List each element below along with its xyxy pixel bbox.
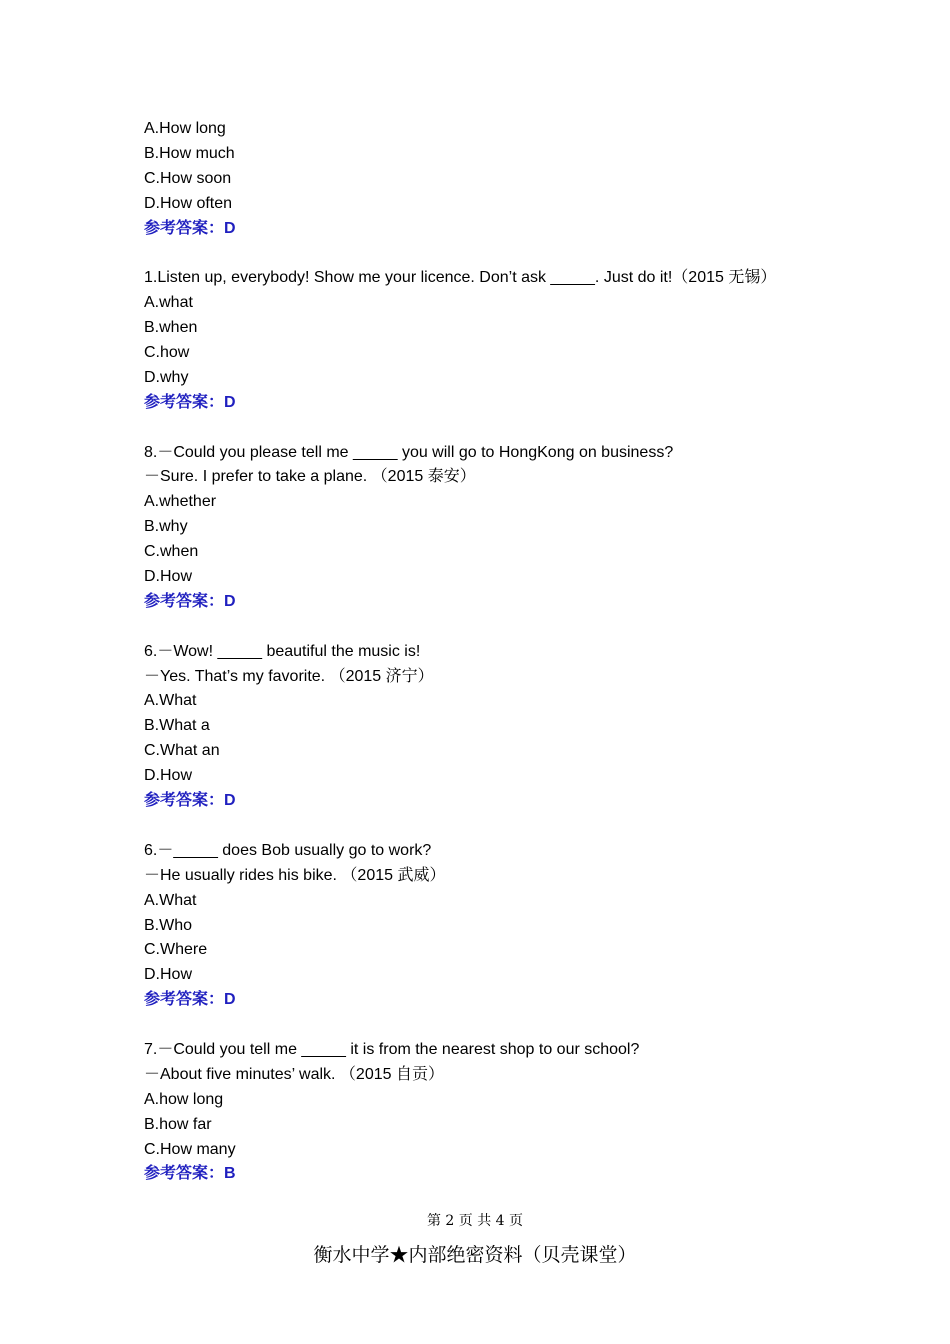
option-b: B.why	[144, 518, 188, 536]
option-b: B.How much	[144, 144, 235, 162]
option-b: B.when	[144, 319, 198, 337]
option-a: A.whether	[144, 493, 217, 511]
reference-answer: 参考答案：D	[144, 792, 236, 810]
option-c: C.how	[144, 344, 190, 362]
question-stem: 6.－Wow! _____ beautiful the music is!	[144, 642, 421, 660]
question-response: －About five minutes’ walk. （2015 自贡）	[144, 1065, 444, 1083]
option-c: C.How many	[144, 1140, 236, 1158]
question-block-4	[144, 839, 864, 1013]
question-response: －He usually rides his bike. （2015 武威）	[144, 866, 446, 884]
reference-answer: 参考答案：D	[144, 991, 236, 1009]
option-b: B.Who	[144, 916, 193, 934]
question-stem: 6.－_____ does Bob usually go to work?	[144, 841, 432, 859]
option-d: D.How often	[144, 194, 233, 212]
question-list	[144, 117, 864, 1212]
option-c: C.How soon	[144, 169, 232, 187]
option-a: A.How long	[144, 120, 226, 137]
question-block-3	[144, 640, 864, 814]
option-a: A.how long	[144, 1090, 224, 1108]
question-stem: 7.－Could you tell me _____ it is from the nearest shop to our school?	[144, 1040, 640, 1058]
option-d: D.How	[144, 568, 193, 586]
footer-title: 衡水中学★内部绝密资料（贝壳课堂）	[313, 1244, 637, 1266]
question-response: －Yes. That’s my favorite. （2015 济宁）	[144, 667, 434, 685]
option-a: A.What	[144, 891, 197, 909]
option-d: D.why	[144, 368, 189, 386]
option-b: B.What a	[144, 717, 210, 735]
page-number: 第 2 页 共 4 页	[426, 1213, 524, 1229]
question-block-1	[144, 266, 864, 415]
question-response: －Sure. I prefer to take a plane. （2015 泰安）	[144, 468, 476, 486]
option-a: A.What	[144, 692, 197, 710]
option-c: C.when	[144, 543, 199, 561]
reference-answer: 参考答案：B	[144, 1165, 236, 1183]
question-block-2	[144, 441, 864, 615]
option-b: B.how far	[144, 1115, 212, 1133]
option-d: D.How	[144, 966, 193, 984]
option-c: C.What an	[144, 742, 220, 760]
question-block-5	[144, 1038, 864, 1187]
option-a: A.what	[144, 294, 193, 312]
question-block-0	[144, 117, 864, 241]
reference-answer: 参考答案：D	[144, 219, 236, 237]
question-stem: 8.－Could you please tell me _____ you will go to HongKong on business?	[144, 443, 674, 461]
reference-answer: 参考答案：D	[144, 592, 236, 610]
question-stem: 1.Listen up, everybody! Show me your licence. Don’t ask _____. Just do it!（2015 无锡）	[144, 269, 777, 287]
reference-answer: 参考答案：D	[144, 393, 236, 411]
option-d: D.How	[144, 767, 193, 785]
option-c: C.Where	[144, 941, 208, 959]
